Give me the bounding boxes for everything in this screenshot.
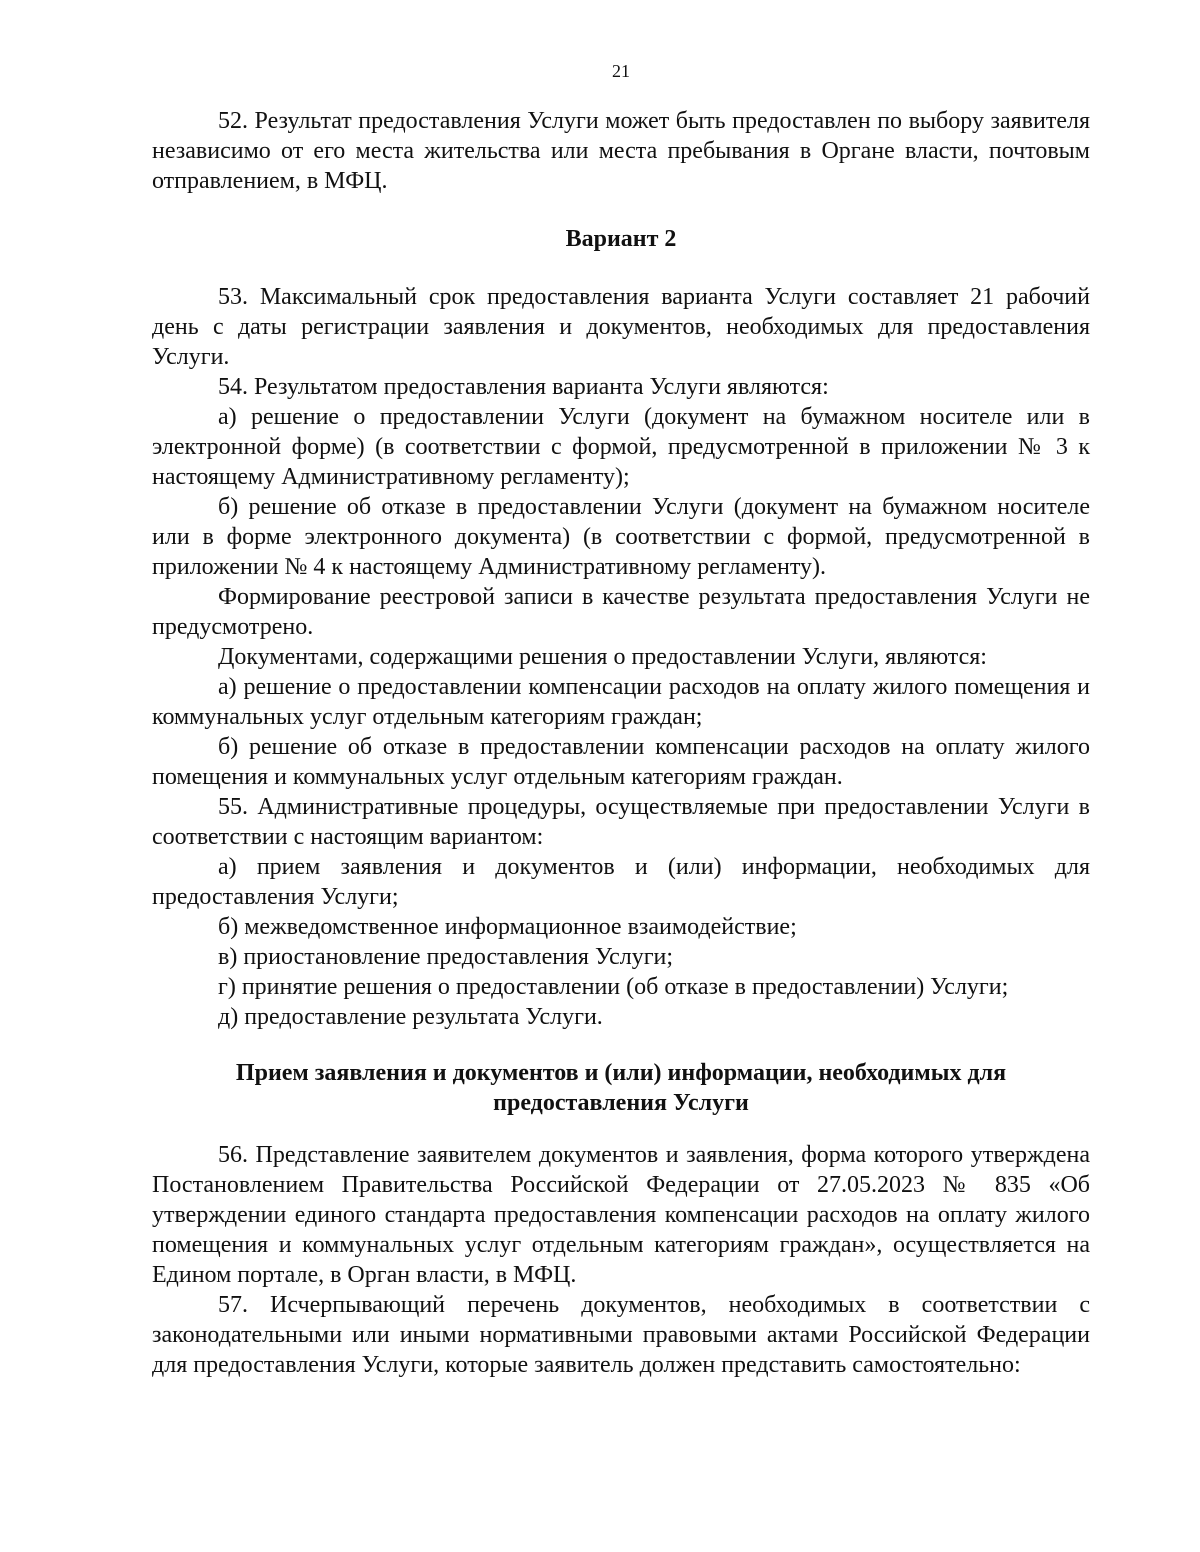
paragraph-decision-documents: Документами, содержащими решения о предоставлении Услуги, являются: xyxy=(218,644,987,670)
paragraph-55-d: д) предоставление результата Услуги. xyxy=(218,1004,603,1030)
paragraph-54-b: б) решение об отказе в предоставлении Услуги (документ на бумажном носителе или в форме электронного документа) (в соответствии с формой, предусмотренной в приложении № 4 к настоящему Административному регламенту). xyxy=(152,494,1090,580)
paragraph-56: 56. Представление заявителем документов и заявления, форма которого утверждена Постановлением Правительства Российской Федерации от 27.05.2023 № 835 «Об утверждении единого стандарта предоставления компенсации расходов на оплату жилого помещения и коммунальных услуг отдельным категориям граждан», осуществляется на Едином портале, в Орган власти, в МФЦ. xyxy=(152,1142,1090,1288)
paragraph-decision-a: а) решение о предоставлении компенсации расходов на оплату жилого помещения и коммунальных услуг отдельным категориям граждан; xyxy=(152,674,1090,730)
paragraph-55-b: б) межведомственное информационное взаимодействие; xyxy=(218,914,797,940)
paragraph-55-v: в) приостановление предоставления Услуги; xyxy=(218,944,674,970)
paragraph-52: 52. Результат предоставления Услуги может быть предоставлен по выбору заявителя независимо от его места жительства или места пребывания в Органе власти, почтовым отправлением, в МФЦ. xyxy=(152,108,1090,194)
paragraph-54-a: а) решение о предоставлении Услуги (документ на бумажном носителе или в электронной форме) (в соответствии с формой, предусмотренной в приложении № 3 к настоящему Административному регламенту); xyxy=(152,404,1090,490)
paragraph-54: 54. Результатом предоставления варианта Услуги являются: xyxy=(218,374,829,400)
paragraph-55: 55. Административные процедуры, осуществляемые при предоставлении Услуги в соответствии с настоящим вариантом: xyxy=(152,794,1090,850)
paragraph-registry-record: Формирование реестровой записи в качестве результата предоставления Услуги не предусмотрено. xyxy=(152,584,1090,640)
heading-variant-2: Вариант 2 xyxy=(565,226,677,252)
paragraph-53: 53. Максимальный срок предоставления варианта Услуги составляет 21 рабочий день с даты регистрации заявления и документов, необходимых для предоставления Услуги. xyxy=(152,284,1090,370)
document-page xyxy=(152,60,1090,1380)
page-number: 21 xyxy=(612,61,630,81)
paragraph-55-g: г) принятие решения о предоставлении (об отказе в предоставлении) Услуги; xyxy=(218,974,1009,1000)
paragraph-55-a: а) прием заявления и документов и (или) информации, необходимых для предоставления Услуги; xyxy=(152,854,1090,910)
paragraph-57: 57. Исчерпывающий перечень документов, необходимых в соответствии с законодательными или иными нормативными правовыми актами Российской Федерации для предоставления Услуги, которые заявитель должен представить самостоятельно: xyxy=(152,1292,1090,1378)
paragraph-decision-b: б) решение об отказе в предоставлении компенсации расходов на оплату жилого помещения и коммунальных услуг отдельным категориям граждан. xyxy=(152,734,1090,790)
heading-application-reception: Прием заявления и документов и (или) информации, необходимых для предоставления Услуги xyxy=(235,1060,1007,1116)
